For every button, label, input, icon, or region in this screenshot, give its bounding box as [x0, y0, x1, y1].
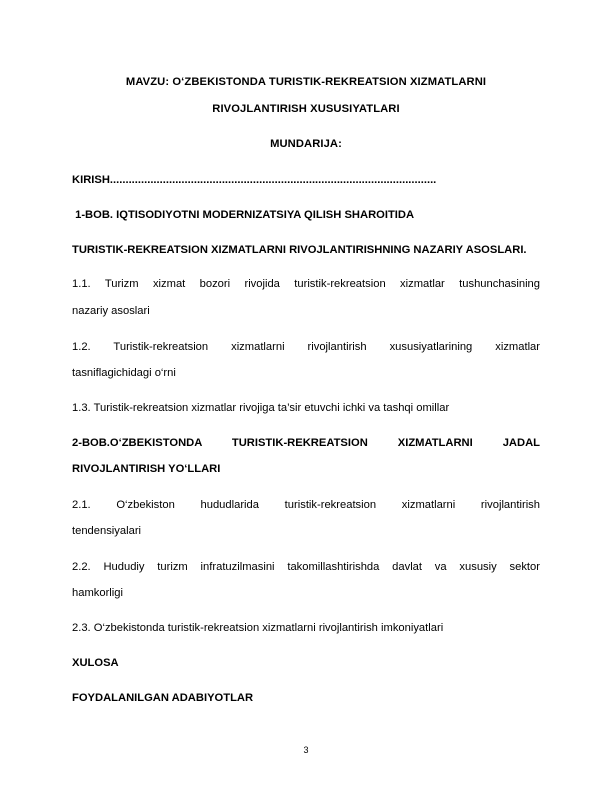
toc-section-1-2-line-1: 1.2. Turistik-rekreatsion xizmatlarni rivojlantirish xususiyatlarining xizmatlar [72, 341, 540, 353]
toc-section-2-2-line-2: hamkorligi [72, 587, 123, 599]
toc-conclusion: XULOSA [72, 657, 119, 669]
toc-section-2-1-line-1: 2.1. O‘zbekiston hududlarida turistik-rekreatsion xizmatlarni rivojlantirish [72, 499, 540, 511]
page-number: 3 [303, 745, 309, 755]
toc-references: FOYDALANILGAN ADABIYOTLAR [72, 692, 254, 704]
toc-section-1-1-line-2: nazariy asoslari [72, 305, 150, 317]
toc-section-2-3: 2.3. O‘zbekistonda turistik-rekreatsion xizmatlarni rivojlantirish imkoniyatlari [72, 622, 444, 634]
toc-chapter-1-line-1: 1-BOB. IQTISODIYOTNI MODERNIZATSIYA QILISH SHAROITIDA [72, 209, 415, 221]
toc-chapter-2-line-2: RIVOJLANTIRISH YO‘LLARI [72, 463, 221, 475]
title-line-2: RIVOJLANTIRISH XUSUSIYATLARI [212, 103, 400, 115]
toc-section-1-1-line-1: 1.1. Turizm xizmat bozori rivojida turistik-rekreatsion xizmatlar tushunchasining [72, 278, 540, 290]
title-line-1: MAVZU: O‘ZBEKISTONDA TURISTIK-REKREATSION XIZMATLARNI [125, 76, 487, 88]
toc-section-2-2-line-1: 2.2. Hududiy turizm infratuzilmasini takomillashtirishda davlat va xususiy sektor [72, 561, 540, 573]
toc-chapter-2-line-1: 2-BOB.O‘ZBEKISTONDA TURISTIK-REKREATSION XIZMATLARNI JADAL [72, 437, 540, 449]
toc-section-2-1-line-2: tendensiyalari [72, 525, 142, 537]
toc-intro: KIRISH......................................................................................................... [72, 174, 437, 186]
toc-section-1-3: 1.3. Turistik-rekreatsion xizmatlar rivojiga ta’sir etuvchi ichki va tashqi omillar [72, 402, 450, 414]
toc-chapter-1-line-2: TURISTIK-REKREATSION XIZMATLARNI RIVOJLANTIRISHNING NAZARIY ASOSLARI. [72, 244, 527, 256]
toc-section-1-2-line-2: tasniflagichidagi o‘rni [72, 367, 176, 379]
contents-heading: MUNDARIJA: [270, 138, 342, 150]
